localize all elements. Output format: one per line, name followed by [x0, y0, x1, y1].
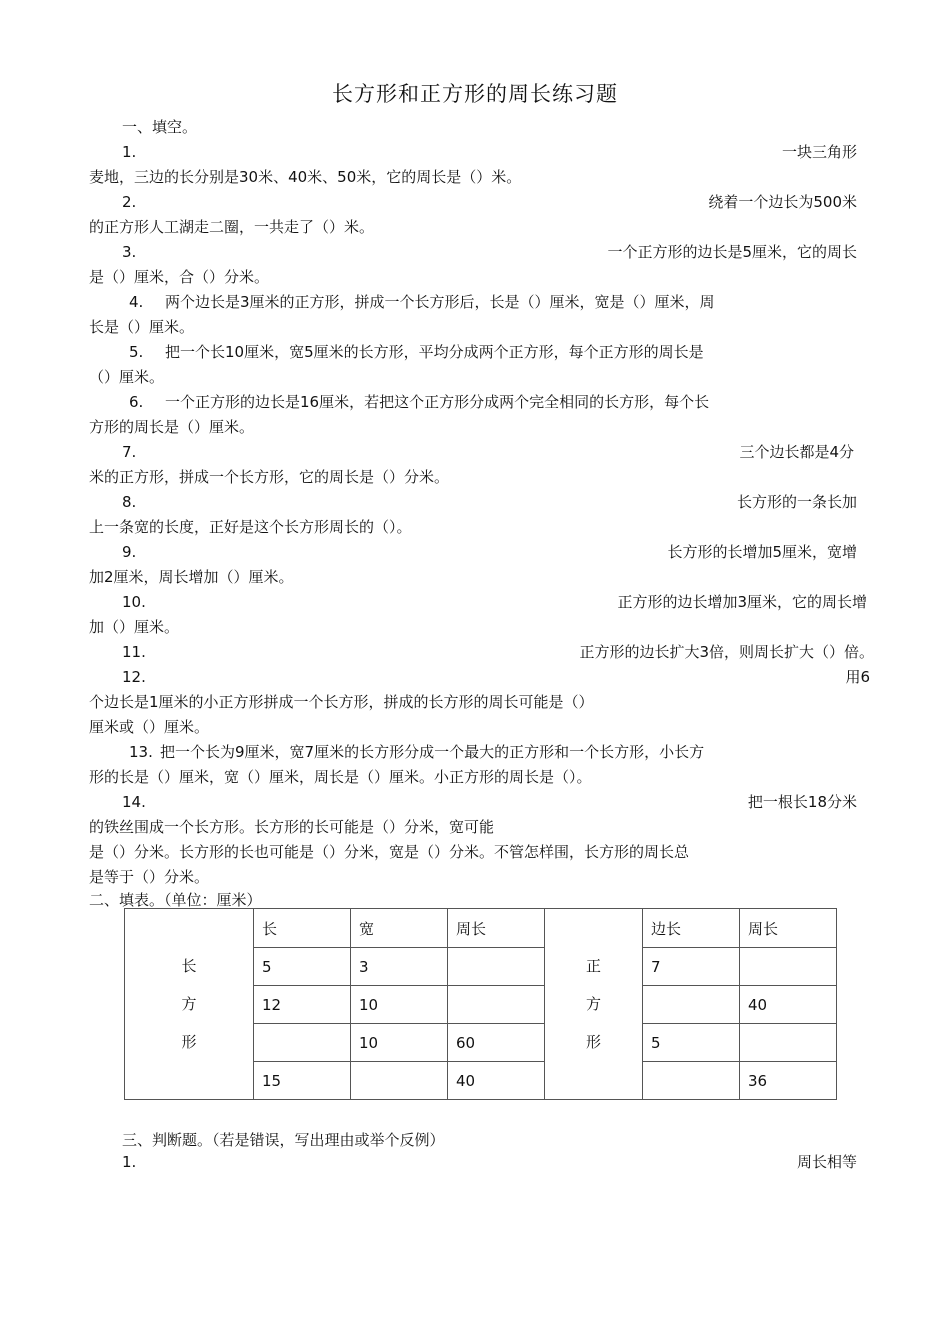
question-11-text-head: 正方形的边长扩大3倍，则周长扩大（）倍。: [579, 643, 874, 661]
question-2-text-head: 绕着一个边长为500米: [708, 193, 857, 211]
question-1-number: 1.: [122, 143, 137, 161]
question-10-text-rest: 加（）厘米。: [89, 618, 180, 636]
question-2-number: 2.: [122, 193, 137, 211]
question-14-text-head: 把一根长18分米: [747, 793, 857, 811]
question-6-text-head: 一个正方形的边长是16厘米，若把这个正方形分成两个完全相同的长方形，每个长: [165, 393, 710, 411]
table-cell: 10: [351, 986, 448, 1024]
question-1-text-rest: 麦地，三边的长分别是30米、40米、50米，它的周长是（）米。: [89, 168, 522, 186]
question-10-number: 10.: [122, 593, 146, 611]
perimeter-table: [124, 908, 837, 1100]
question-6-text-rest: 方形的周长是（）厘米。: [89, 418, 255, 436]
question-14-text-rest-3: 是等于（）分米。: [89, 868, 210, 886]
question-13-text-rest: 形的长是（）厘米，宽（）厘米，周长是（）厘米。小正方形的周长是（）。: [89, 768, 592, 786]
question-8-text-rest: 上一条宽的长度，正好是这个长方形周长的（）。: [89, 518, 412, 536]
question-12-text-rest: 个边长是1厘米的小正方形拼成一个长方形，拼成的长方形的周长可能是（）: [89, 693, 594, 711]
question-6-number: 6.: [129, 393, 144, 411]
question-5-text-head: 把一个长10厘米，宽5厘米的长方形，平均分成两个正方形，每个正方形的周长是: [165, 343, 704, 361]
rect-header-length: 长: [254, 909, 351, 948]
page-title: 长方形和正方形的周长练习题: [332, 82, 618, 106]
square-row-label: 正 方 形: [545, 909, 643, 1100]
table-cell: [448, 986, 545, 1024]
table-cell: 60: [448, 1024, 545, 1062]
rect-row-label: 长 方 形: [125, 909, 254, 1100]
table-cell: [643, 1062, 740, 1100]
question-14-text-rest: 的铁丝围成一个长方形。长方形的长可能是（）分米，宽可能: [89, 818, 495, 836]
judgement-1-text-head: 周长相等: [796, 1153, 857, 1171]
question-14-text-rest-2: 是（）分米。长方形的长也可能是（）分米，宽是（）分米。不管怎样围，长方形的周长总: [89, 843, 690, 861]
question-9-number: 9.: [122, 543, 137, 561]
square-header-perimeter: 周长: [740, 909, 837, 948]
question-9-text-head: 长方形的长增加5厘米，宽增: [667, 543, 857, 561]
question-3-text-rest: 是（）厘米，合（）分米。: [89, 268, 270, 286]
question-5-number: 5.: [129, 343, 144, 361]
question-12-number: 12.: [122, 668, 146, 686]
question-13-text-head: 把一个长为9厘米，宽7厘米的长方形分成一个最大的正方形和一个长方形，小长方: [160, 743, 705, 761]
table-cell: 40: [740, 986, 837, 1024]
question-12-text-rest-2: 厘米或（）厘米。: [89, 718, 210, 736]
question-2-text-rest: 的正方形人工湖走二圈，一共走了（）米。: [89, 218, 375, 236]
table-cell: [351, 1062, 448, 1100]
question-8-number: 8.: [122, 493, 137, 511]
question-12-text-head: 用6: [845, 668, 870, 686]
question-8-text-head: 长方形的一条长加: [736, 493, 857, 511]
table-cell: [643, 986, 740, 1024]
question-1-text-head: 一块三角形: [781, 143, 857, 161]
question-4-number: 4.: [129, 293, 144, 311]
square-header-side: 边长: [643, 909, 740, 948]
section-fill-blank-heading: 一、填空。: [122, 118, 198, 136]
question-7-number: 7.: [122, 443, 137, 461]
table-cell: 3: [351, 948, 448, 986]
question-9-text-rest: 加2厘米，周长增加（）厘米。: [89, 568, 294, 586]
question-10-text-head: 正方形的边长增加3厘米，它的周长增: [617, 593, 867, 611]
question-4-text-rest: 长是（）厘米。: [89, 318, 195, 336]
table-cell: 5: [643, 1024, 740, 1062]
question-7-text-head: 三个边长都是4分: [739, 443, 854, 461]
question-4-text-head: 两个边长是3厘米的正方形，拼成一个长方形后，长是（）厘米，宽是（）厘米，周: [165, 293, 715, 311]
question-7-text-rest: 米的正方形，拼成一个长方形，它的周长是（）分米。: [89, 468, 450, 486]
section-table-heading: 二、填表。（单位：厘米）: [89, 891, 262, 909]
table-cell: 12: [254, 986, 351, 1024]
judgement-1-number: 1.: [122, 1153, 137, 1171]
question-3-number: 3.: [122, 243, 137, 261]
section-judgement-heading: 三、判断题。（若是错误，写出理由或举个反例）: [122, 1131, 445, 1149]
table-cell: 5: [254, 948, 351, 986]
question-11-number: 11.: [122, 643, 146, 661]
table-cell: 40: [448, 1062, 545, 1100]
table-cell: [254, 1024, 351, 1062]
question-5-text-rest: （）厘米。: [89, 368, 165, 386]
rect-header-width: 宽: [351, 909, 448, 948]
table-cell: [740, 1024, 837, 1062]
question-14-number: 14.: [122, 793, 146, 811]
table-cell: 36: [740, 1062, 837, 1100]
question-3-text-head: 一个正方形的边长是5厘米，它的周长: [607, 243, 857, 261]
table-cell: 15: [254, 1062, 351, 1100]
table-cell: [740, 948, 837, 986]
table-cell: 10: [351, 1024, 448, 1062]
rect-header-perimeter: 周长: [448, 909, 545, 948]
table-cell: [448, 948, 545, 986]
question-13-number: 13.: [129, 743, 153, 761]
table-cell: 7: [643, 948, 740, 986]
